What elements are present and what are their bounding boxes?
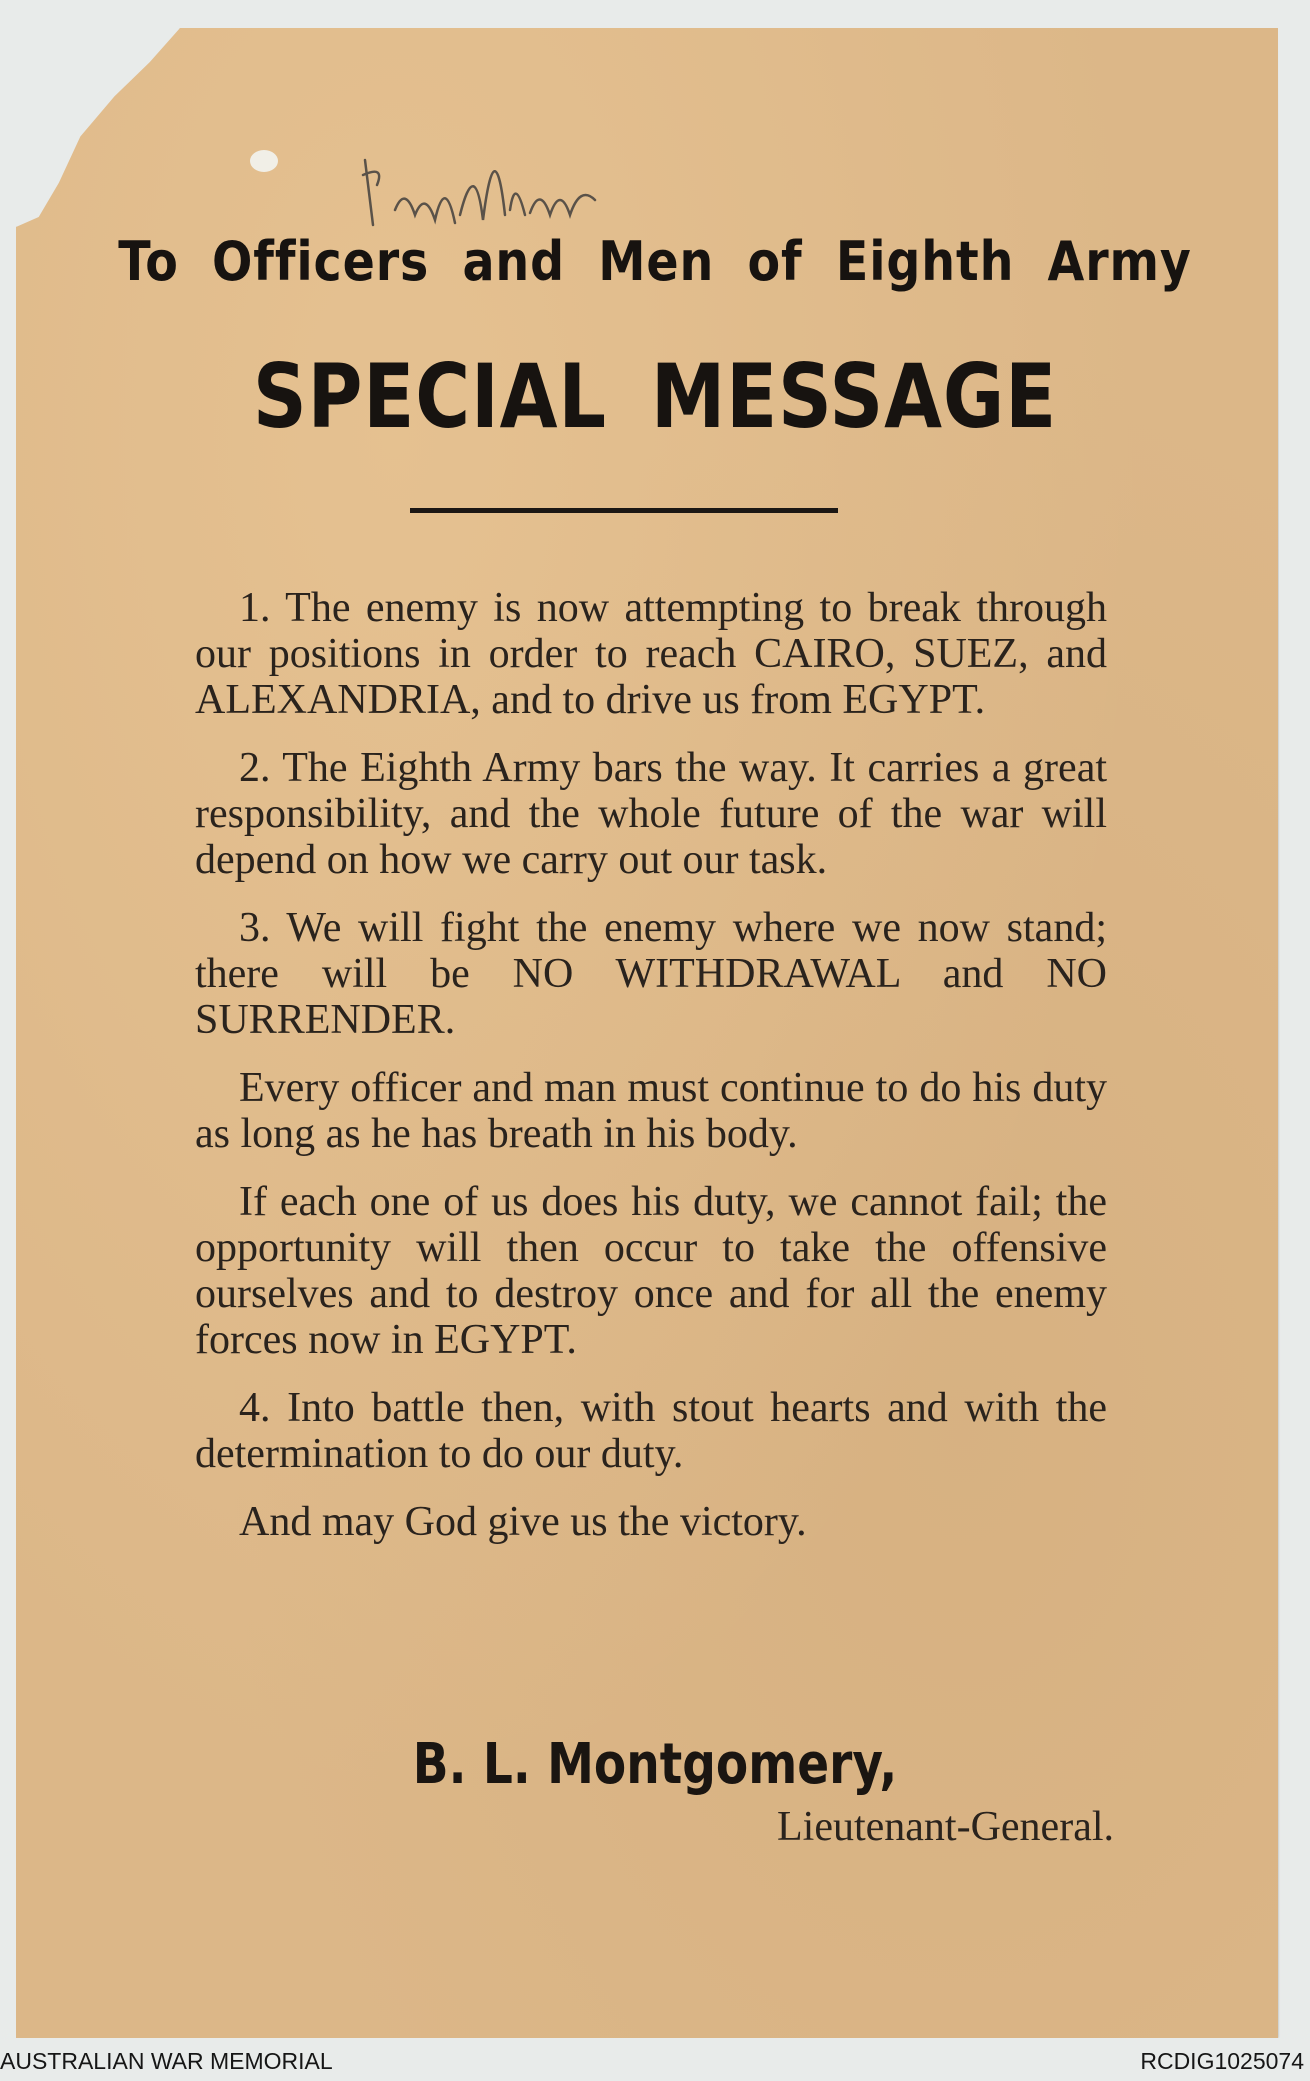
addressee-heading: To Officers and Men of Eighth Army [118,230,1192,293]
footer-record-id: RCDIG1025074 [1140,2048,1304,2074]
paragraph-2: 2. The Eighth Army bars the way. It carries a great responsibility, and the whole future of the war will depend on how we carry out our task. [195,745,1107,883]
paper-damage-hole [250,150,278,172]
title-divider [410,508,838,513]
signature-name: B. L. Montgomery, [412,1732,898,1797]
paragraph-closing: And may God give us the victory. [239,1499,807,1545]
footer-institution: AUSTRALIAN WAR MEMORIAL [0,2048,333,2074]
message-body [195,585,1107,1567]
handwritten-annotation [355,115,655,245]
signature-rank: Lieutenant-General. [777,1804,1114,1850]
paragraph-every-officer: Every officer and man must continue to do his duty as long as he has breath in his body. [195,1065,1107,1157]
paragraph-4: 4. Into battle then, with stout hearts and with the determination to do our duty. [195,1385,1107,1477]
page-title: SPECIAL MESSAGE [252,345,1058,448]
paragraph-3: 3. We will fight the enemy where we now stand; there will be NO WITHDRAWAL and NO SURRENDER. [195,905,1107,1043]
paragraph-1: 1. The enemy is now attempting to break through our positions in order to reach CAIRO, SUEZ, and ALEXANDRIA, and to drive us from EGYPT. [195,585,1107,723]
paragraph-if-each: If each one of us does his duty, we cannot fail; the opportunity will then occur to take the offensive ourselves and to destroy once and for all the enemy forces now in EGYPT. [195,1179,1107,1363]
